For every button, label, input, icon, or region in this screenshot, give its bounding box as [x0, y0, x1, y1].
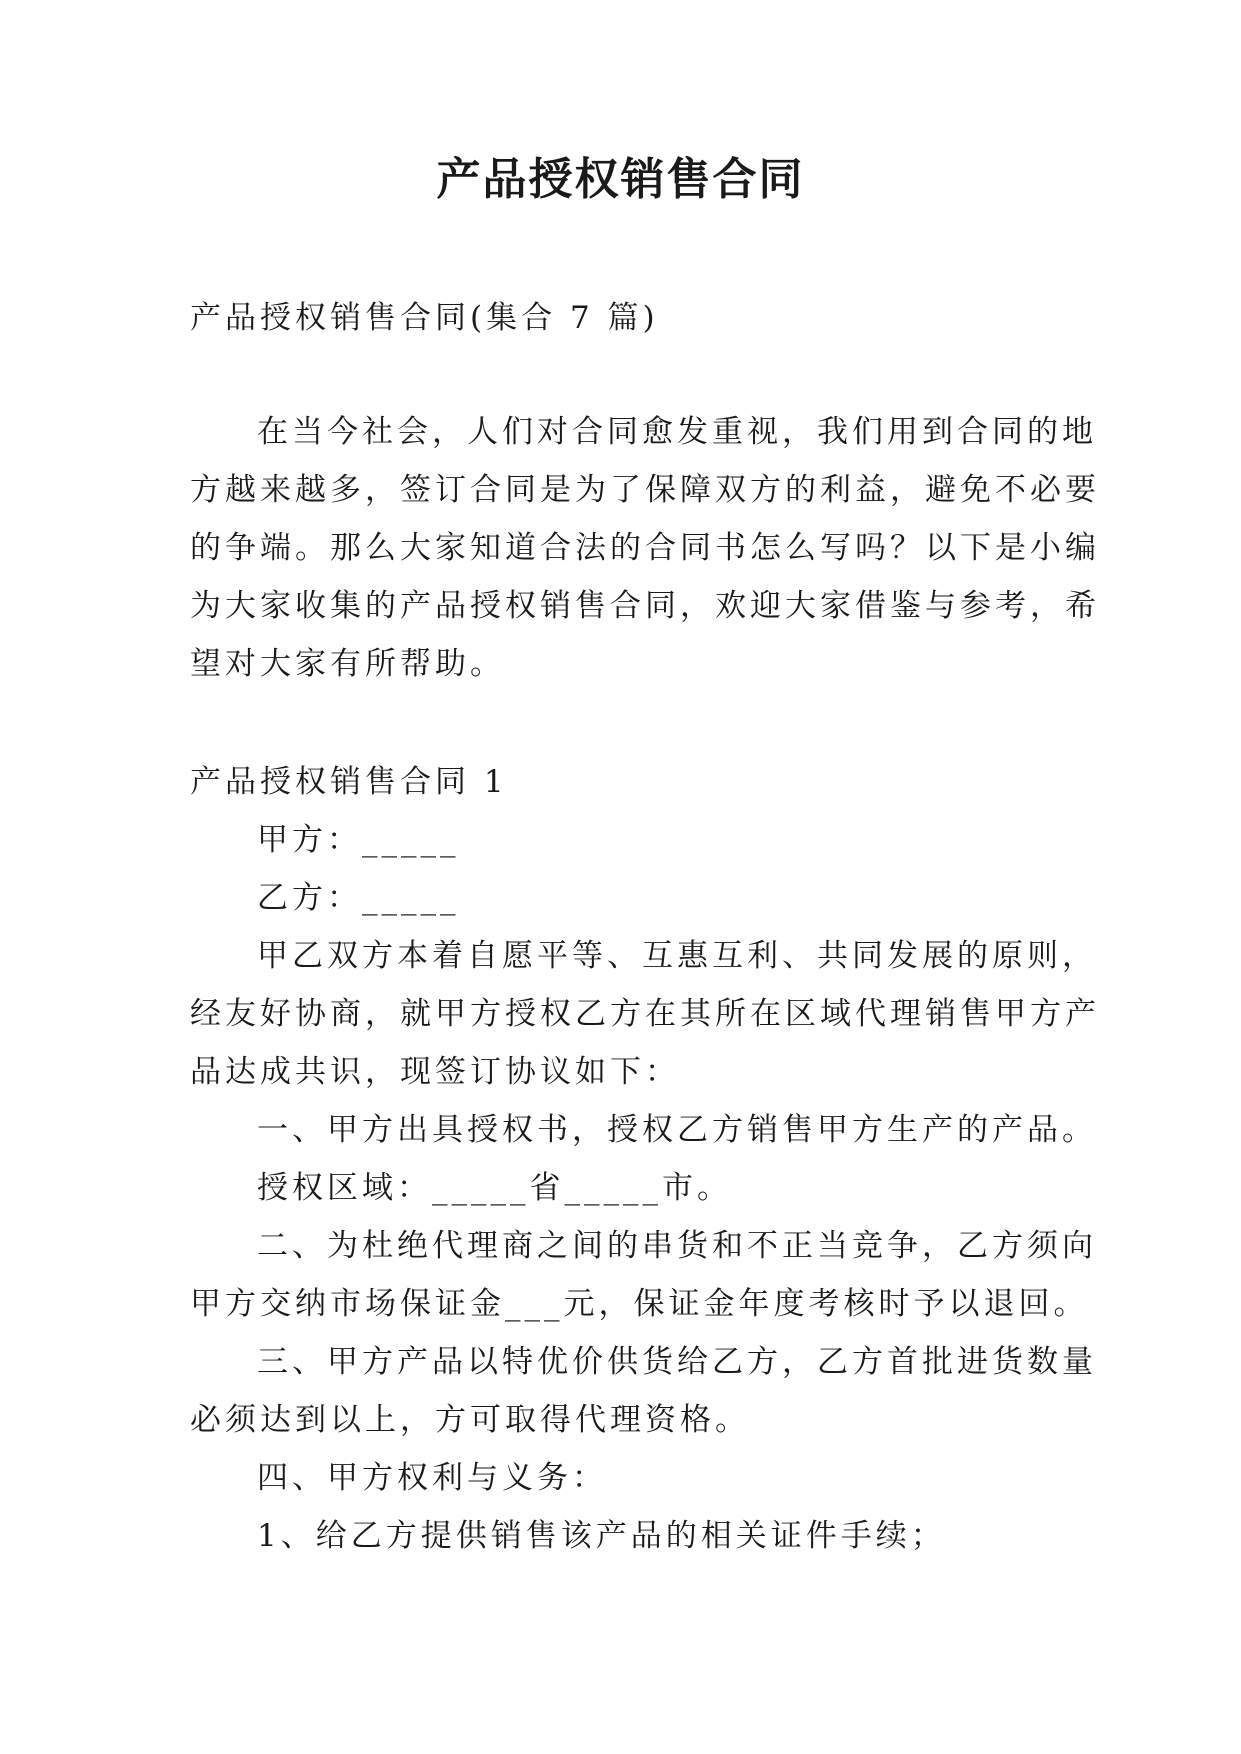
party-a-field: 甲方：_____: [257, 822, 460, 858]
intro-line: 为大家收集的产品授权销售合同，欢迎大家借鉴与参考，希: [190, 588, 1100, 624]
clause-4-item-1: 1、给乙方提供销售该产品的相关证件手续；: [257, 1518, 946, 1554]
intro-line: 望对大家有所帮助。: [190, 646, 505, 682]
intro-line: 在当今社会，人们对合同愈发重视，我们用到合同的地: [257, 414, 1097, 450]
clause-4-heading: 四、甲方权利与义务：: [257, 1460, 607, 1496]
clause-3-line: 必须达到以上，方可取得代理资格。: [190, 1402, 750, 1438]
clause-1: 一、甲方出具授权书，授权乙方销售甲方生产的产品。: [257, 1112, 1097, 1148]
party-b-field: 乙方：_____: [257, 880, 460, 916]
authorized-area-field: 授权区域：_____省_____市。: [257, 1170, 732, 1206]
clause-3-line: 三、甲方产品以特优价供货给乙方，乙方首批进货数量: [257, 1344, 1097, 1380]
preamble-line: 品达成共识，现签订协议如下：: [190, 1054, 680, 1090]
clause-2-line: 甲方交纳市场保证金___元，保证金年度考核时予以退回。: [190, 1286, 1089, 1322]
document-subtitle: 产品授权销售合同(集合 7 篇): [190, 300, 659, 336]
preamble-line: 甲乙双方本着自愿平等、互惠互利、共同发展的原则，: [257, 938, 1097, 974]
intro-line: 的争端。那么大家知道合法的合同书怎么写吗？以下是小编: [190, 530, 1100, 566]
clause-2-line: 二、为杜绝代理商之间的串货和不正当竞争，乙方须向: [257, 1228, 1097, 1264]
preamble-line: 经友好协商，就甲方授权乙方在其所在区域代理销售甲方产: [190, 996, 1100, 1032]
section-heading: 产品授权销售合同 1: [190, 764, 508, 800]
intro-line: 方越来越多，签订合同是为了保障双方的利益，避免不必要: [190, 472, 1100, 508]
document-title: 产品授权销售合同: [436, 154, 805, 205]
